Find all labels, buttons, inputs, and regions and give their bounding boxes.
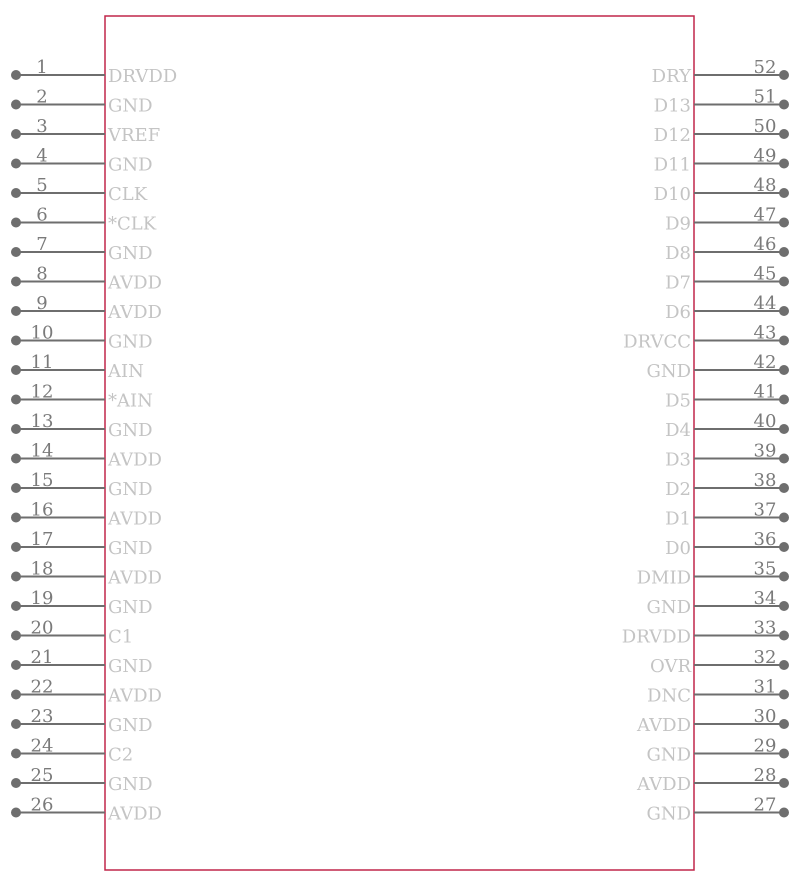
pin-label: DMID [636, 567, 691, 589]
pin-28 [636, 765, 789, 795]
pin-endpoint-dot [11, 808, 21, 818]
pin-endpoint-dot [779, 159, 789, 169]
pin-number: 3 [36, 116, 48, 137]
pin-label: GND [108, 243, 153, 264]
pin-number: 19 [30, 588, 54, 609]
pin-endpoint-dot [11, 424, 21, 434]
pin-endpoint-dot [779, 690, 789, 700]
pin-endpoint-dot [11, 218, 21, 228]
pin-endpoint-dot [779, 277, 789, 287]
pin-number: 51 [753, 86, 777, 108]
pin-endpoint-dot [779, 100, 789, 110]
pin-6 [11, 205, 157, 235]
pin-endpoint-dot [779, 572, 789, 582]
pin-label: GND [108, 597, 153, 618]
pin-15 [11, 470, 153, 500]
pin-endpoint-dot [779, 778, 789, 788]
pin-endpoint-dot [11, 365, 21, 375]
pin-number: 2 [36, 86, 48, 108]
pin-34 [646, 588, 789, 618]
pin-10 [11, 323, 153, 353]
pin-label: GND [108, 715, 153, 736]
pin-number: 41 [753, 381, 777, 403]
pin-endpoint-dot [779, 454, 789, 464]
pin-endpoint-dot [779, 483, 789, 493]
pin-43 [623, 323, 789, 353]
pin-endpoint-dot [779, 129, 789, 139]
pin-label: D10 [653, 184, 691, 205]
pin-number: 26 [30, 794, 54, 816]
pin-1 [11, 57, 177, 87]
pin-39 [665, 441, 789, 471]
pin-endpoint-dot [11, 188, 21, 198]
pin-endpoint-dot [779, 631, 789, 641]
pin-label: VREF [108, 125, 161, 146]
pin-51 [654, 87, 789, 117]
pin-label: GND [108, 656, 153, 677]
pin-label: CLK [108, 184, 148, 205]
pin-number: 15 [30, 470, 54, 491]
pin-number: 27 [753, 794, 777, 816]
pin-endpoint-dot [779, 808, 789, 818]
pin-24 [11, 736, 133, 766]
pin-label: D5 [665, 390, 691, 412]
pin-number: 23 [30, 706, 54, 727]
pin-number: 28 [753, 765, 777, 786]
pin-endpoint-dot [11, 572, 21, 582]
pin-50 [654, 116, 789, 146]
pin-7 [11, 234, 153, 264]
pin-number: 1 [36, 57, 48, 78]
pin-label: D8 [665, 243, 691, 264]
pin-endpoint-dot [11, 601, 21, 611]
pin-label: *CLK [108, 213, 157, 235]
pin-label: AVDD [637, 774, 691, 795]
pin-36 [665, 529, 789, 559]
pin-number: 32 [753, 647, 777, 668]
pin-25 [11, 765, 153, 795]
pin-26 [11, 795, 162, 825]
pin-number: 35 [753, 558, 777, 580]
pin-number: 22 [30, 676, 54, 698]
pin-23 [11, 706, 153, 736]
pin-46 [665, 234, 789, 264]
pin-35 [637, 559, 789, 589]
pin-number: 49 [753, 145, 777, 167]
pin-number: 44 [753, 293, 777, 314]
pin-33 [622, 618, 789, 648]
pin-label: D12 [653, 125, 691, 146]
pin-52 [652, 57, 789, 87]
pin-label: D6 [665, 302, 691, 323]
pin-endpoint-dot [779, 336, 789, 346]
pin-endpoint-dot [11, 306, 21, 316]
pin-number: 8 [36, 263, 48, 285]
pin-label: AVDD [108, 803, 162, 825]
pin-label: D9 [665, 213, 691, 235]
pin-20 [11, 618, 133, 648]
pin-number: 48 [753, 175, 777, 196]
pin-number: 11 [30, 352, 54, 373]
pin-endpoint-dot [11, 749, 21, 759]
pin-number: 31 [753, 676, 777, 698]
pin-label: GND [108, 538, 153, 559]
pin-number: 34 [753, 588, 777, 609]
pin-label: DRVDD [621, 626, 691, 648]
pin-label: AVDD [108, 508, 162, 530]
pin-16 [11, 500, 162, 530]
pin-number: 18 [30, 558, 54, 580]
pin-18 [11, 559, 162, 589]
pin-endpoint-dot [11, 129, 21, 139]
pin-4 [11, 146, 153, 176]
pin-endpoint-dot [779, 395, 789, 405]
pin-number: 4 [36, 145, 48, 167]
pin-32 [650, 647, 789, 677]
pin-8 [11, 264, 162, 294]
pin-number: 5 [36, 175, 48, 196]
pin-label: DRVDD [108, 66, 178, 87]
pin-label: GND [108, 774, 153, 795]
right-pin-group [622, 57, 789, 825]
pin-45 [665, 264, 789, 294]
pin-endpoint-dot [779, 749, 789, 759]
pin-21 [11, 647, 153, 677]
pin-number: 29 [753, 735, 777, 757]
pin-label: AIN [108, 361, 144, 382]
pin-2 [11, 87, 153, 117]
pin-label: GND [108, 420, 153, 441]
pin-endpoint-dot [779, 660, 789, 670]
pin-number: 17 [30, 529, 54, 550]
pin-number: 46 [753, 234, 777, 255]
pin-endpoint-dot [779, 70, 789, 80]
pin-label: D4 [665, 420, 691, 441]
pin-endpoint-dot [11, 277, 21, 287]
pin-number: 6 [36, 204, 48, 226]
pin-31 [647, 677, 789, 707]
pin-number: 10 [30, 322, 54, 344]
pin-number: 52 [753, 57, 777, 78]
pin-endpoint-dot [11, 70, 21, 80]
pin-label: AVDD [108, 449, 162, 471]
pin-label: D7 [665, 272, 691, 294]
pin-label: GND [108, 154, 153, 176]
pin-label: D11 [653, 154, 691, 176]
pin-label: GND [108, 479, 153, 500]
pin-41 [665, 382, 789, 412]
pin-endpoint-dot [11, 336, 21, 346]
pin-endpoint-dot [779, 218, 789, 228]
pin-endpoint-dot [779, 247, 789, 257]
pin-number: 47 [753, 204, 777, 226]
pin-label: *AIN [108, 390, 153, 412]
pin-endpoint-dot [779, 306, 789, 316]
pin-37 [665, 500, 789, 530]
pin-label: D2 [665, 479, 691, 500]
pin-number: 30 [753, 706, 777, 727]
pin-endpoint-dot [779, 542, 789, 552]
pin-42 [646, 352, 789, 382]
pin-label: AVDD [108, 302, 162, 323]
pin-number: 42 [753, 352, 777, 373]
pin-endpoint-dot [11, 483, 21, 493]
pin-endpoint-dot [11, 542, 21, 552]
pin-label: AVDD [108, 272, 162, 294]
pin-number: 9 [36, 293, 48, 314]
pin-label: D3 [665, 449, 691, 471]
pin-label: DNC [647, 685, 691, 707]
pin-3 [11, 116, 160, 146]
pin-11 [11, 352, 144, 382]
pin-endpoint-dot [11, 513, 21, 523]
pin-label: D13 [653, 95, 691, 117]
pin-label: AVDD [108, 685, 162, 707]
pin-number: 39 [753, 440, 777, 462]
pin-14 [11, 441, 162, 471]
pin-number: 12 [30, 381, 54, 403]
pin-27 [646, 795, 789, 825]
pin-49 [654, 146, 789, 176]
pin-number: 14 [30, 440, 54, 462]
pin-label: C2 [108, 744, 134, 766]
pin-label: DRVCC [623, 331, 691, 353]
pin-number: 36 [753, 529, 777, 550]
pin-label: GND [108, 331, 153, 353]
pin-44 [665, 293, 789, 323]
pin-endpoint-dot [779, 513, 789, 523]
pin-label: OVR [650, 656, 691, 677]
pin-label: D1 [665, 508, 691, 530]
pin-number: 21 [30, 647, 54, 668]
pin-label: GND [646, 803, 691, 825]
pin-label: GND [646, 361, 691, 382]
pin-label: DRY [651, 66, 691, 87]
pin-number: 13 [30, 411, 54, 432]
pin-38 [665, 470, 789, 500]
pin-number: 7 [36, 234, 48, 255]
pin-endpoint-dot [11, 247, 21, 257]
pin-number: 37 [753, 499, 777, 521]
pin-endpoint-dot [11, 454, 21, 464]
pin-number: 38 [753, 470, 777, 491]
pin-22 [11, 677, 162, 707]
pin-48 [654, 175, 789, 205]
pin-40 [665, 411, 789, 441]
pin-endpoint-dot [779, 188, 789, 198]
left-pin-group [11, 57, 177, 825]
pin-number: 40 [753, 411, 777, 432]
pin-label: GND [646, 744, 691, 766]
pin-endpoint-dot [779, 365, 789, 375]
pin-endpoint-dot [11, 100, 21, 110]
pin-number: 20 [30, 617, 54, 639]
ic-body-outline [105, 16, 694, 870]
pin-12 [11, 382, 153, 412]
pin-endpoint-dot [779, 424, 789, 434]
pin-number: 16 [30, 499, 54, 521]
pin-9 [11, 293, 162, 323]
pin-label: D0 [665, 538, 691, 559]
pin-label: GND [646, 597, 691, 618]
pin-endpoint-dot [11, 690, 21, 700]
pin-label: AVDD [637, 715, 691, 736]
pin-number: 50 [753, 116, 777, 137]
pin-endpoint-dot [11, 719, 21, 729]
pin-label: C1 [108, 626, 134, 648]
pin-endpoint-dot [11, 395, 21, 405]
pin-number: 45 [753, 263, 777, 285]
pin-5 [11, 175, 148, 205]
pin-label: GND [108, 95, 153, 117]
pin-endpoint-dot [779, 719, 789, 729]
pin-endpoint-dot [11, 159, 21, 169]
pin-17 [11, 529, 153, 559]
pin-13 [11, 411, 153, 441]
pin-number: 25 [30, 765, 54, 786]
pin-endpoint-dot [11, 660, 21, 670]
pin-19 [11, 588, 153, 618]
pin-number: 24 [30, 735, 54, 757]
pin-endpoint-dot [11, 631, 21, 641]
pin-endpoint-dot [779, 601, 789, 611]
pin-47 [665, 205, 789, 235]
pin-number: 33 [753, 617, 777, 639]
pin-number: 43 [753, 322, 777, 344]
pin-label: AVDD [108, 567, 162, 589]
pin-30 [636, 706, 789, 736]
pin-29 [646, 736, 789, 766]
pin-endpoint-dot [11, 778, 21, 788]
